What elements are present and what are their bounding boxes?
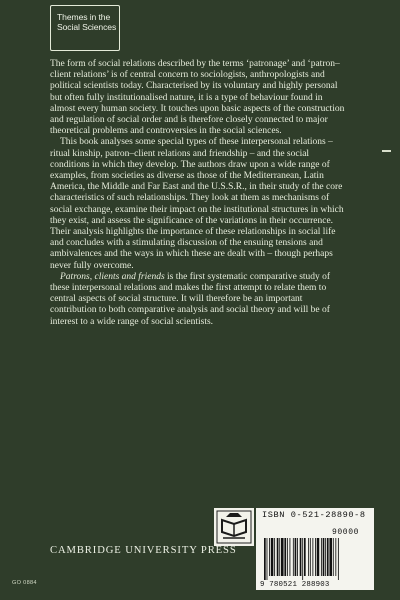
blurb-paragraph-1: The form of social relations described by the terms ‘patronage’ and ‘patron–client relations’ is of central concern to sociologists, anthropologists and political scientists today. Characterised by its voluntary and highly personal but often fully institutionalised nature, it is a type of behaviour found in almost every human society. It touches upon basic aspects of the construction and regulation of social order and is therefore closely connected to major theoretical problems and controversies in the social sciences. — [50, 59, 345, 137]
series-title-line-1: Themes in the — [57, 12, 111, 22]
cambridge-book-logo-icon — [214, 508, 254, 546]
barcode-digits: 9 780521 288903 — [260, 581, 330, 589]
series-logo-box — [50, 5, 120, 51]
publisher-name: CAMBRIDGE UNIVERSITY PRESS — [50, 545, 237, 556]
price-code: 90000 — [332, 528, 360, 537]
blurb-paragraph-3 — [50, 272, 346, 328]
book-title-italic: Patrons, clients and friends — [60, 271, 165, 282]
isbn-barcode-panel — [256, 508, 374, 590]
series-title-line-2: Social Sciences — [57, 22, 117, 32]
edge-dash-mark — [382, 150, 391, 152]
catalog-code: GO 0884 — [12, 580, 37, 586]
back-cover-blurb — [50, 59, 346, 328]
blurb-paragraph-2: This book analyses some special types of these interpersonal relations – ritual kinship, patron–client relations and friendship – and the social conditions in which they develop. The authors draw upon a wide range of examples, from societies as diverse as those of the Mediterranean, Latin America, the Middle and Far East and the U.S.S.R., in their study of the core characteristics of such relationships. They look at them as mechanisms of social exchange, examine their impact on the institutional structures in which they exist, and assess the significance of the variations in their occurrence. Their analysis highlights the importance of these relationships in social life and concludes with a stimulating discussion of the ensuing tensions and ambivalences and the ways in which these are dealt with – though perhaps never fully overcome. — [50, 137, 344, 271]
blurb-paragraph-3-text: is the first systematic comparative study of these interpersonal relations and makes the first attempt to relate them to central aspects of social structure. It will therefore be an important contribution to both comparative analysis and social theory and will be of interest to a wide range of social scientists. — [50, 271, 331, 327]
isbn-number: ISBN 0-521-28890-8 — [262, 510, 366, 520]
barcode-icon — [262, 538, 370, 580]
